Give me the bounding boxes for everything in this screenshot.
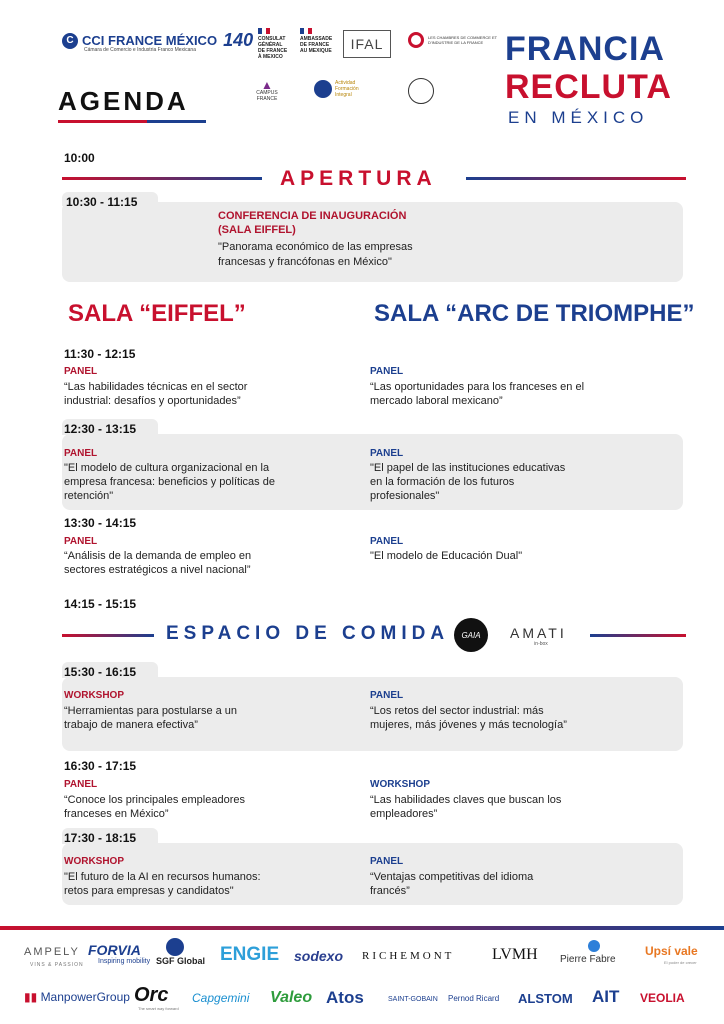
campus-mark-icon: ▲ [261,78,273,92]
actividad-logo [314,80,369,98]
agenda-title: AGENDA [58,86,189,116]
engie-logo: ENGIE [220,944,280,965]
slot-left-label: PANEL [64,779,98,790]
sodexo-logo: sodexo [294,948,344,964]
ait-logo: AIT [592,987,620,1006]
saint-gobain-logo: SAINT-GOBAIN [388,996,438,1003]
actividad-seal-icon [314,80,332,98]
slot-left-desc: “Las habilidades técnicas en el sector industrial: desafíos y oportunidades” [64,381,248,407]
slot-right-desc: “Las oportunidades para los franceses en el mercado laboral mexicano” [370,381,585,407]
opening-desc-line1: "Panorama económico de las empresas [218,241,413,253]
lunch-time: 14:15 - 15:15 [64,597,137,611]
campus-france-logo [252,80,282,102]
sgf-logo: SGF Global [156,956,206,966]
french-flag-icon [300,28,312,34]
ambassade-text: AMBASSADE DE FRANCE AU MEXIQUE [300,36,333,54]
pernod-ricard-logo: Pernod Ricard [448,994,500,1003]
apertura-line-right [466,177,686,180]
slot-right-label: PANEL [370,690,404,701]
consulat-logo [258,28,290,60]
slot-right-label: PANEL [370,448,404,459]
slot-left-label: WORKSHOP [64,856,124,867]
circular-seal-logo [408,78,434,104]
pierre-fabre-logo: Pierre Fabre [560,954,616,965]
slot-left-desc: “Análisis de la demanda de empleo en sectores estratégicos a nivel nacional” [64,550,252,576]
sgf-icon [166,938,184,956]
slot-time: 13:30 - 14:15 [64,516,137,530]
sala-arc-title: SALA “ARC DE TRIOMPHE” [374,300,695,327]
campus-france-text: CAMPUS FRANCE [256,90,278,102]
opening-label-sala: (SALA EIFFEL) [218,224,296,236]
richemont-logo: RICHEMONT [362,950,455,962]
slot-right-desc: "El papel de las instituciones educativas en la formación de los futuros profesionales" [370,462,566,502]
forvia-logo: FORVIA [88,942,141,958]
slot-right-desc: “Las habilidades claves que buscan los empleadores” [370,794,562,820]
en-mexico-title: EN MÉXICO [508,108,649,127]
francia-title: FRANCIA [505,30,665,68]
ampely-sub: VINS & PASSION [30,962,84,968]
slot-left-label: PANEL [64,366,98,377]
cci-icon: C [62,33,78,49]
manpower-logo [24,990,130,1004]
opening-label: CONFERENCIA DE INAUGURACIÓN [218,210,407,222]
slot-left-desc: "El futuro de la AI en recursos humanos: retos para empresas y candidatos" [64,871,261,897]
seal-icon [408,78,434,104]
gaia-logo: GAIA [454,618,488,652]
ifal-logo: IFAL [343,30,391,58]
alstom-logo: ALSTOM [518,991,573,1006]
cci-france-text: LES CHAMBRES DE COMMERCE ET D'INDUSTRIE DE LA FRANCE [428,35,498,45]
slot-left-desc: “Conoce los principales empleadores franceses en México” [64,794,245,820]
opening-time: 10:30 - 11:15 [66,195,138,209]
slot-left-label: PANEL [64,448,98,459]
manpower-text: ManpowerGroup [40,990,130,1004]
lunch-line-right [590,634,686,637]
slot-time: 16:30 - 17:15 [64,759,137,773]
amati-subtitle: in-box [534,641,548,647]
slot-right-desc: “Los retos del sector industrial: más mujeres, más jóvenes y más tecnología” [370,705,567,731]
apertura-title: APERTURA [280,167,437,190]
upsivale-sub: El poder de crecer [664,960,697,965]
amati-logo: AMATI [510,625,567,641]
cci-name: CCI FRANCE MÉXICO [82,33,218,48]
forvia-sub: Inspiring mobility [98,958,151,965]
recluta-title: RECLUTA [505,68,672,106]
veolia-logo: VEOLIA [640,991,685,1005]
agenda-underline [58,120,206,123]
lunch-title: ESPACIO DE COMIDA [166,623,450,644]
ambassade-logo [300,28,336,54]
lunch-line-left [62,634,154,637]
slot-time: 11:30 - 12:15 [64,347,136,361]
slot-right-label: WORKSHOP [370,779,430,790]
slot-right-desc: “Ventajas competitivas del idioma francés” [370,871,534,897]
capgemini-logo: Capgemini [192,991,250,1005]
pierre-fabre-icon [588,940,600,952]
slot-time: 12:30 - 13:15 [64,422,137,436]
slot-right-label: PANEL [370,536,404,547]
actividad-text: Actividad Formación Integral [335,80,359,98]
slot-right-label: PANEL [370,856,404,867]
slot-left-desc: "El modelo de cultura organizacional en la empresa francesa: beneficios y políticas de retención" [64,462,275,502]
cci-140-badge: 140 [223,30,254,50]
slot-right-label: PANEL [370,366,404,377]
apertura-line-left [62,177,262,180]
cci-ring-icon [408,32,424,48]
consulat-text: CONSULAT GÉNÉRAL DE FRANCE À MEXICO [258,36,288,60]
slot-left-desc: “Herramientas para postularse a un trabajo de manera efectiva” [64,705,238,731]
cci-subtitle: Cámara de Comercio e Industria Franco Mexicana [84,47,196,53]
valeo-logo: Valeo [270,989,313,1006]
orc-logo: Orc [134,984,169,1006]
slot-left-label: WORKSHOP [64,690,124,701]
french-flag-icon [258,28,270,34]
manpower-icon: ▮▮ [24,990,38,1004]
opening-desc-line2: francesas y francófonas en México" [218,256,392,268]
orc-sub: The smart way forward [138,1006,179,1011]
sala-eiffel-title: SALA “EIFFEL” [68,300,246,327]
slot-time: 17:30 - 18:15 [64,831,137,845]
cci-france-logo [408,32,498,48]
footer-divider [0,926,724,930]
atos-logo: Atos [326,988,364,1007]
slot-time: 15:30 - 16:15 [64,665,137,679]
ampely-logo: AMPELY [24,946,80,958]
time-1000: 10:00 [64,151,95,165]
upsivale-logo: Upsí vale [645,944,698,958]
slot-right-desc: "El modelo de Educación Dual" [370,550,523,562]
lvmh-logo: LVMH [492,946,538,963]
slot-left-label: PANEL [64,536,98,547]
